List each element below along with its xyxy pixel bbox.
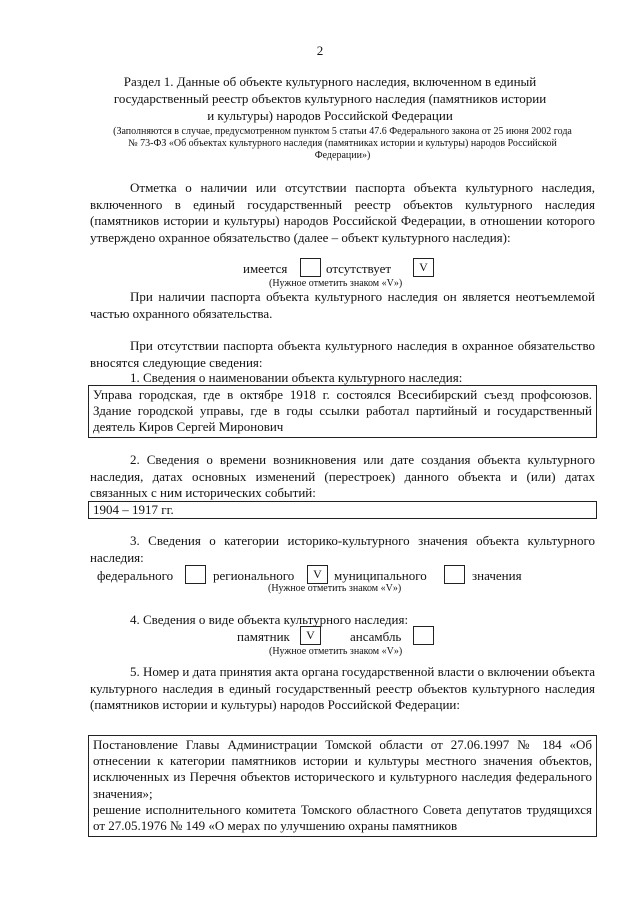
item3-municipal-label: муниципального [334,568,427,583]
passport-mark-note: (Нужное отметить знаком «V») [269,278,403,289]
item3-regional-label: регионального [213,568,295,583]
item4-ensemble-label: ансамбль [350,629,402,644]
passport-has-checkbox[interactable] [300,258,321,277]
section-note-line1: (Заполняются в случае, предусмотренном пунктом 5 статьи 47.6 Федерального закона от 25 июня 2002 года [113,126,572,137]
item3-federal-checkbox[interactable] [185,565,206,584]
item4-ensemble-checkbox[interactable] [413,626,434,645]
page-number: 2 [316,43,324,58]
item1-value-box: Управа городская, где в октябре 1918 г. состоялся Всесибирский съезд профсоюзов. Здание городской управы, где в годы ссылки работал партийный и государственный деятель Киров Сергей Миронович [88,385,597,438]
item3-suffix: значения [472,568,522,583]
item1-heading: 1. Сведения о наименовании объекта культурного наследия: [130,370,463,385]
item3-federal-label: федерального [97,568,174,583]
passport-paragraph: Отметка о наличии или отсутствии паспорта объекта культурного наследия, включенного в единый государственный реестр объектов культурного наследия (памятников истории и культуры) народов Российской Федерации, в отношении которого утверждено охранное обязательство (далее – объект культурного наследия): [90,180,595,245]
item4-monument-checkbox[interactable]: V [300,626,321,645]
passport-absent-checkbox[interactable]: V [413,258,434,277]
item2-value-box: 1904 – 1917 гг. [88,501,597,519]
item4-monument-label: памятник [237,629,290,644]
section-title-line1: Раздел 1. Данные об объекте культурного наследия, включенном в единый [123,74,537,89]
item5-value-box [88,735,597,837]
passport-present-paragraph: При наличии паспорта объекта культурного наследия он является неотъемлемой частью охранного обязательства. [90,289,595,321]
section-title-line2: государственный реестр объектов культурного наследия (памятников истории [113,91,547,106]
section-title-line3: и культуры) народов Российской Федерации [207,108,453,123]
passport-has-label: имеется [243,261,288,276]
passport-absent-label: отсутствует [326,261,392,276]
item5-heading: 5. Номер и дата принятия акта органа государственной власти о включении объекта культурного наследия в единый государственный реестр объектов культурного наследия (памятников истории и культуры) народов Российской Федерации: [90,664,595,712]
item3-heading: 3. Сведения о категории историко-культурного значения объекта культурного наследия: [90,533,595,565]
item2-heading: 2. Сведения о времени возникновения или дате создания объекта культурного наследия, датах основных изменений (перестроек) данного объекта и (или) датах связанных с ним исторических событий: [90,452,595,500]
item5-value-para2: решение исполнительного комитета Томского областного Совета депутатов трудящихся от 27.05.1976 № 149 «О мерах по улучшению охраны памятников [93,801,592,834]
item4-heading: 4. Сведения о виде объекта культурного наследия: [130,612,409,627]
section-note-line2: № 73-ФЗ «Об объектах культурного наследия (памятниках истории и культуры) народов Российской [128,138,557,149]
item3-municipal-checkbox[interactable] [444,565,465,584]
passport-absent-paragraph: При отсутствии паспорта объекта культурного наследия в охранное обязательство вносятся следующие сведения: [90,338,595,370]
item3-regional-checkbox[interactable]: V [307,565,328,584]
section-note-line3: Федерации») [314,150,371,161]
item5-value-para1: Постановление Главы Администрации Томской области от 27.06.1997 № 184 «Об отнесении к категории памятников истории и культуры местного значения объектов, исключенных из Перечня объектов исторического и культурного наследия федерального значения»; [93,737,592,801]
item4-mark-note: (Нужное отметить знаком «V») [269,646,403,657]
item3-mark-note: (Нужное отметить знаком «V») [268,583,402,594]
